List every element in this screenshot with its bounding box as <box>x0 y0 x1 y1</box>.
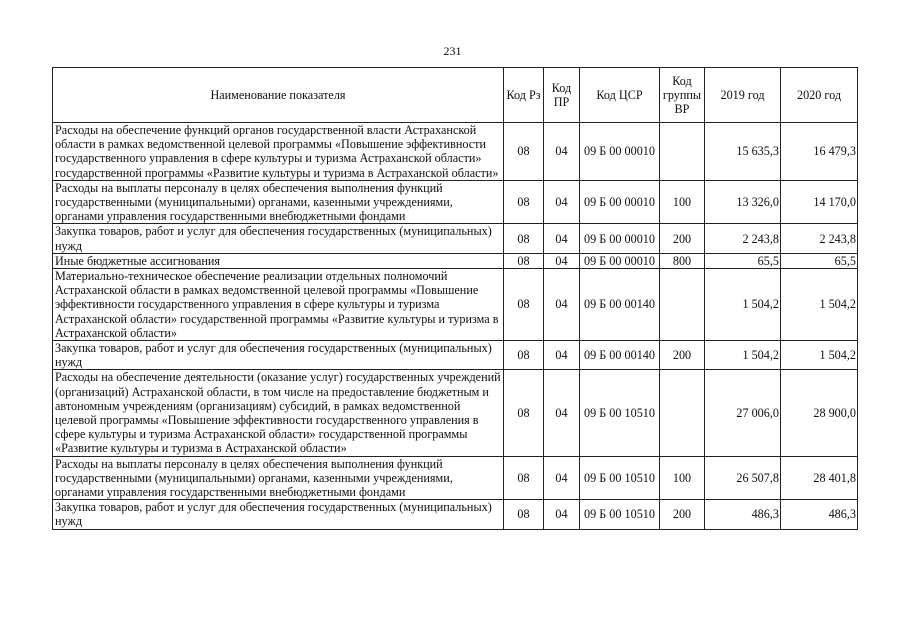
table-row <box>53 269 858 341</box>
row-vr <box>660 269 705 341</box>
row-name: Закупка товаров, работ и услуг для обеспечения государственных (муниципальных) нужд <box>53 341 504 370</box>
row-2019: 26 507,8 <box>705 456 781 500</box>
row-rz: 08 <box>504 456 544 500</box>
row-rz: 08 <box>504 500 544 529</box>
table-row <box>53 224 858 253</box>
header-vr: Код группы ВР <box>660 68 705 123</box>
row-2020: 14 170,0 <box>781 180 858 224</box>
row-2019: 486,3 <box>705 500 781 529</box>
header-pr: Код ПР <box>544 68 580 123</box>
row-2019: 65,5 <box>705 253 781 268</box>
header-csr: Код ЦСР <box>580 68 660 123</box>
row-2019: 15 635,3 <box>705 123 781 181</box>
header-2019: 2019 год <box>705 68 781 123</box>
row-2020: 1 504,2 <box>781 269 858 341</box>
row-rz: 08 <box>504 370 544 456</box>
row-vr <box>660 123 705 181</box>
row-name: Материально-техническое обеспечение реализации отдельных полномочий Астраханской области в рамках ведомственной целевой программы «Повышение эффективности государственного управления в сфере культуры и туризма Астраханской области» государственной программы «Развитие культуры и туризма в Астраханской области» <box>53 269 504 341</box>
row-rz: 08 <box>504 269 544 341</box>
row-rz: 08 <box>504 253 544 268</box>
row-csr: 09 Б 00 10510 <box>580 456 660 500</box>
row-csr: 09 Б 00 00010 <box>580 123 660 181</box>
header-2020: 2020 год <box>781 68 858 123</box>
table-row <box>53 123 858 181</box>
header-name: Наименование показателя <box>53 68 504 123</box>
row-pr: 04 <box>544 456 580 500</box>
table-row <box>53 253 858 268</box>
row-vr <box>660 370 705 456</box>
row-pr: 04 <box>544 123 580 181</box>
table-header-row <box>53 68 858 123</box>
row-rz: 08 <box>504 180 544 224</box>
row-csr: 09 Б 00 00010 <box>580 224 660 253</box>
row-rz: 08 <box>504 341 544 370</box>
row-name: Иные бюджетные ассигнования <box>53 253 504 268</box>
row-name: Закупка товаров, работ и услуг для обеспечения государственных (муниципальных) нужд <box>53 500 504 529</box>
header-rz: Код Рз <box>504 68 544 123</box>
row-name: Расходы на обеспечение функций органов государственной власти Астраханской области в рамках ведомственной целевой программы «Повышение эффективности государственного управления в сфере культуры и туризма Астраханской области» государственной программы «Развитие культуры и туризма в Астраханской области» <box>53 123 504 181</box>
row-2020: 65,5 <box>781 253 858 268</box>
row-2019: 27 006,0 <box>705 370 781 456</box>
row-2019: 13 326,0 <box>705 180 781 224</box>
row-pr: 04 <box>544 224 580 253</box>
row-pr: 04 <box>544 500 580 529</box>
row-csr: 09 Б 00 00010 <box>580 253 660 268</box>
row-vr: 100 <box>660 456 705 500</box>
row-pr: 04 <box>544 341 580 370</box>
row-2020: 28 900,0 <box>781 370 858 456</box>
table-row <box>53 180 858 224</box>
row-pr: 04 <box>544 269 580 341</box>
row-name: Закупка товаров, работ и услуг для обеспечения государственных (муниципальных) нужд <box>53 224 504 253</box>
table-row <box>53 456 858 500</box>
page-number: 231 <box>443 44 462 58</box>
row-2019: 1 504,2 <box>705 269 781 341</box>
row-vr: 200 <box>660 224 705 253</box>
budget-table <box>52 67 858 530</box>
row-pr: 04 <box>544 370 580 456</box>
row-2020: 1 504,2 <box>781 341 858 370</box>
row-csr: 09 Б 00 10510 <box>580 500 660 529</box>
row-name: Расходы на выплаты персоналу в целях обеспечения выполнения функций государственными (муниципальными) органами, казенными учреждениями, органами управления государственными внебюджетными фондами <box>53 180 504 224</box>
row-2020: 28 401,8 <box>781 456 858 500</box>
row-rz: 08 <box>504 224 544 253</box>
row-name: Расходы на выплаты персоналу в целях обеспечения выполнения функций государственными (муниципальными) органами, казенными учреждениями, органами управления государственными внебюджетными фондами <box>53 456 504 500</box>
row-vr: 800 <box>660 253 705 268</box>
row-vr: 200 <box>660 500 705 529</box>
row-pr: 04 <box>544 180 580 224</box>
row-2020: 16 479,3 <box>781 123 858 181</box>
row-csr: 09 Б 00 00140 <box>580 269 660 341</box>
row-2020: 486,3 <box>781 500 858 529</box>
row-2020: 2 243,8 <box>781 224 858 253</box>
row-csr: 09 Б 00 00010 <box>580 180 660 224</box>
row-2019: 2 243,8 <box>705 224 781 253</box>
row-vr: 100 <box>660 180 705 224</box>
table-row <box>53 370 858 456</box>
table-row <box>53 500 858 529</box>
row-2019: 1 504,2 <box>705 341 781 370</box>
row-pr: 04 <box>544 253 580 268</box>
row-rz: 08 <box>504 123 544 181</box>
table-row <box>53 341 858 370</box>
row-csr: 09 Б 00 00140 <box>580 341 660 370</box>
row-csr: 09 Б 00 10510 <box>580 370 660 456</box>
row-vr: 200 <box>660 341 705 370</box>
row-name: Расходы на обеспечение деятельности (оказание услуг) государственных учреждений (организаций) Астраханской области, в том числе на предоставление бюджетным и автономным учреждениям (организациям) субсидий, в рамках ведомственной целевой программы «Повышение эффективности государственного управления в сфере культуры и туризма Астраханской области» государственной программы «Развитие культуры и туризма в Астраханской области» <box>53 370 504 456</box>
